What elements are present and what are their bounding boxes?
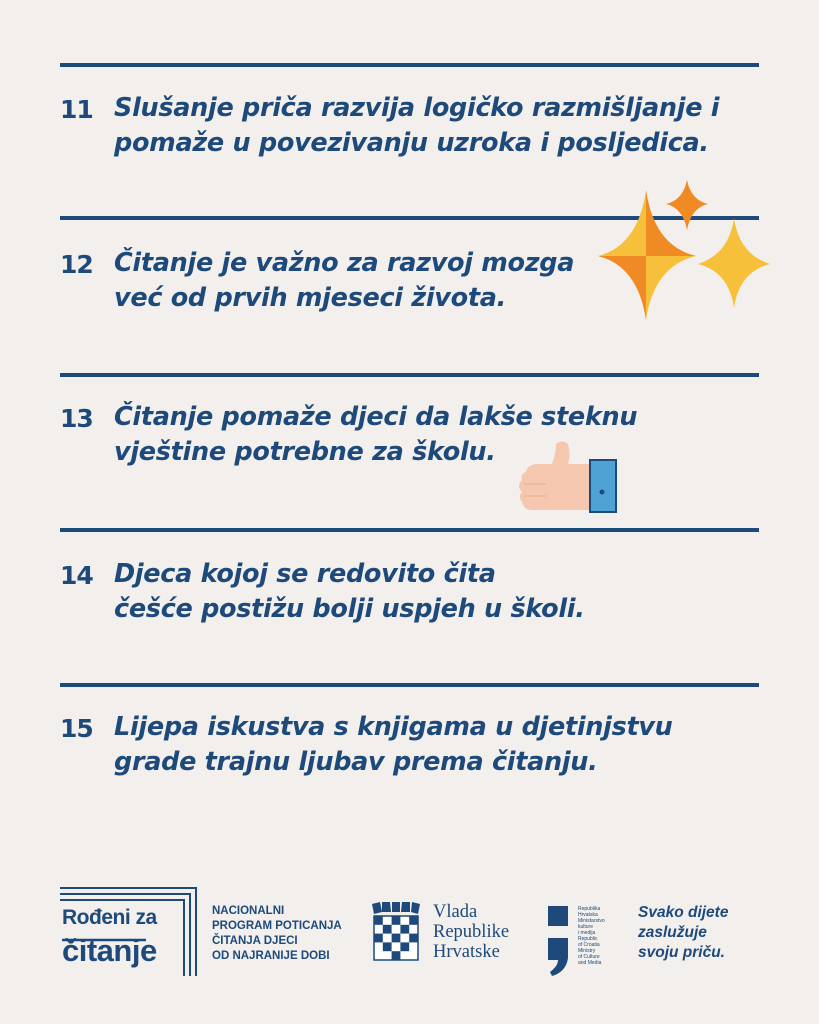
slogan: Svako dijete zaslužuje svoju priču. — [638, 904, 729, 961]
thumbs-up-icon — [516, 440, 618, 514]
divider — [60, 683, 759, 687]
fact-number: 14 — [60, 561, 93, 590]
sparkle-stars-icon — [596, 176, 772, 322]
divider — [60, 63, 759, 67]
footer — [0, 880, 819, 990]
divider — [60, 373, 759, 377]
croatian-coat-of-arms-icon — [370, 902, 422, 968]
fact-number: 15 — [60, 714, 93, 743]
rodeni-za-citanje-logo: Rođeni za čitanje — [60, 886, 198, 978]
fact-text: Čitanje pomaže djeci da lakše steknu vještine potrebne za školu. — [114, 402, 638, 467]
fact-text: Čitanje je važno za razvoj mozga već od prvih mjeseci života. — [114, 248, 575, 313]
ministry-text: Republika Hrvatska Ministarstvo kulture i medija Republic of Croatia Ministry of Culture and Media — [578, 906, 605, 966]
government-name: Vlada Republike Hrvatske — [433, 902, 510, 962]
divider — [60, 528, 759, 532]
fact-text: Lijepa iskustva s knjigama u djetinjstvu grade trajnu ljubav prema čitanju. — [114, 712, 673, 777]
fact-text: Djeca kojoj se redovito čita češće postižu bolji uspjeh u školi. — [114, 559, 585, 624]
fact-number: 12 — [60, 250, 93, 279]
fact-number: 11 — [60, 95, 93, 124]
fact-number: 13 — [60, 404, 93, 433]
program-text: NACIONALNI PROGRAM POTICANJA ČITANJA DJECI OD NAJRANIJE DOBI — [212, 905, 342, 962]
fact-text: Slušanje priča razvija logičko razmišljanje i pomaže u povezivanju uzroka i posljedica. — [114, 93, 720, 158]
ministry-logo-icon — [546, 904, 572, 978]
